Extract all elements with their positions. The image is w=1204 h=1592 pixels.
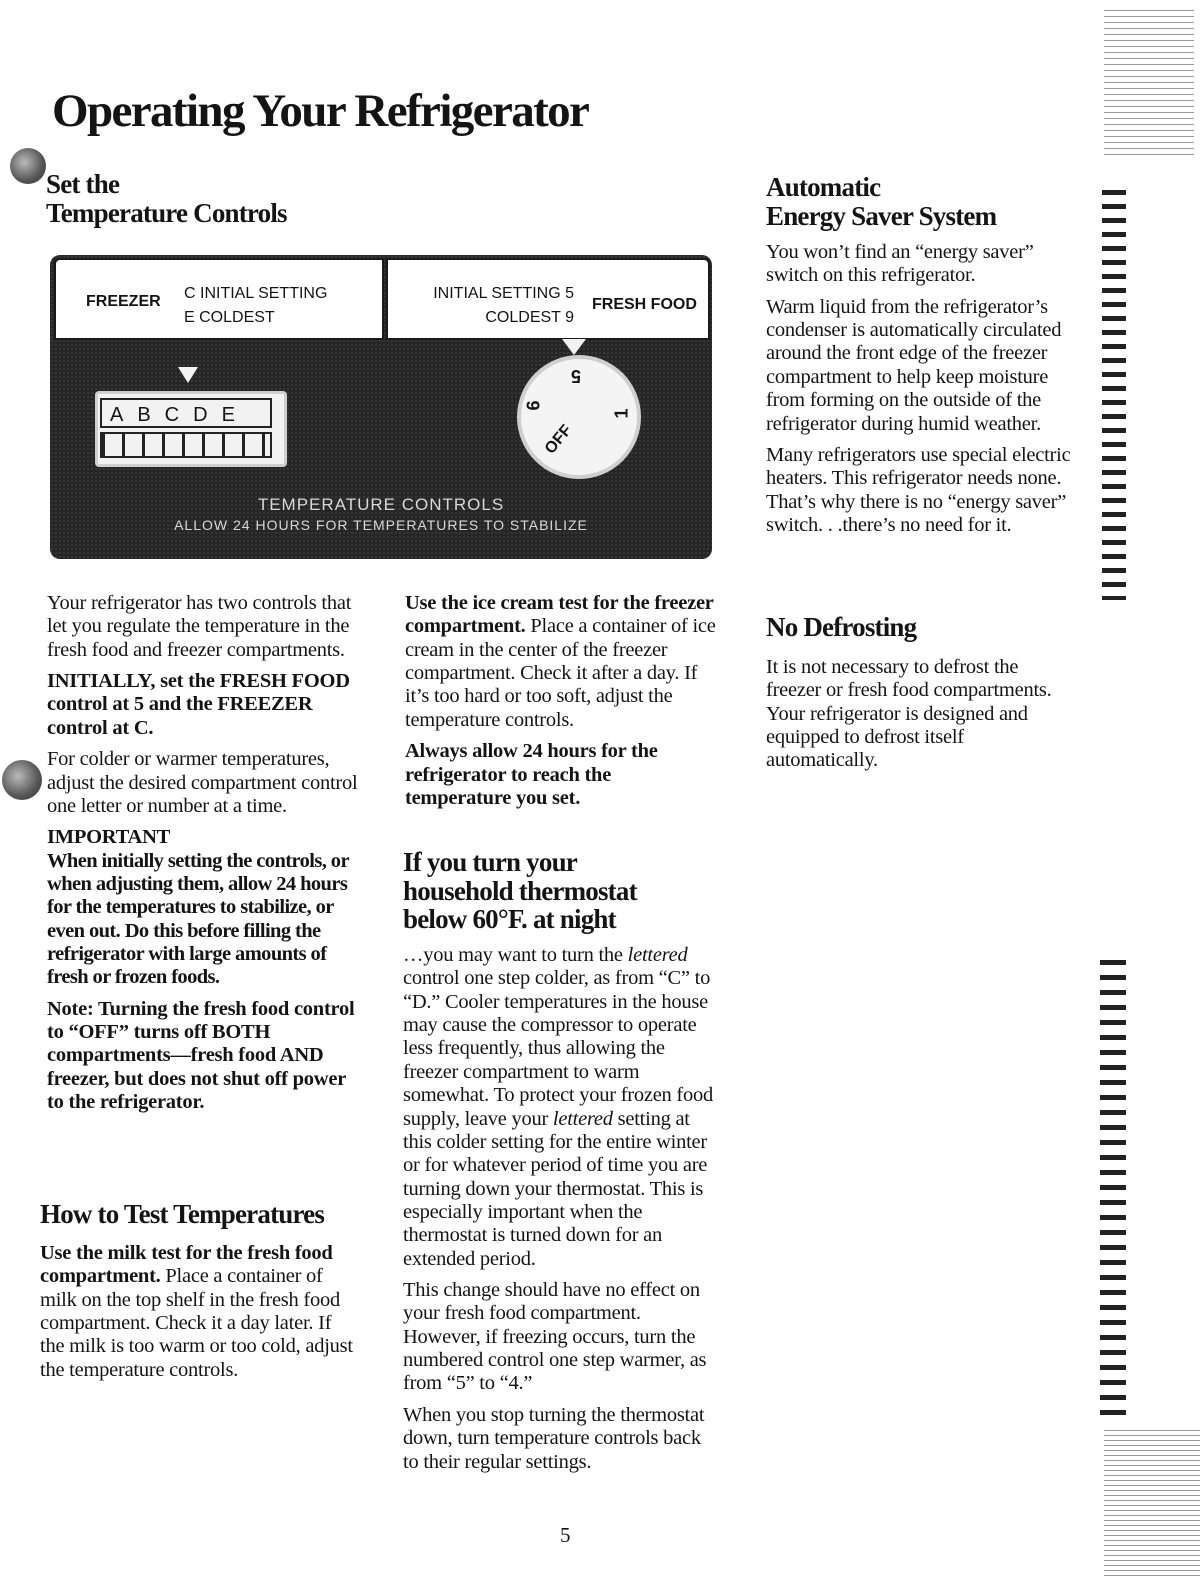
dial-number-1: 1	[611, 408, 632, 419]
thermostat-p3: When you stop turning the thermostat down, turn temperature controls back to their regular settings.	[403, 1403, 705, 1473]
thermostat-heading-line2: household thermostat	[403, 875, 637, 906]
thermostat-heading-line1: If you turn your	[403, 847, 577, 877]
page-number: 5	[560, 1523, 571, 1547]
important-heading: IMPORTANT	[47, 826, 171, 849]
thermostat-heading	[403, 848, 637, 934]
thermostat-text	[403, 944, 718, 1482]
margin-scan-artifact	[1100, 960, 1126, 1420]
dial-off-mark: OFF	[541, 421, 576, 458]
dial-number-5: 5	[571, 366, 582, 386]
temperature-control-panel	[50, 255, 712, 559]
thermostat-p1-c: setting at this colder setting for the entire winter or for whatever period of time you are turning down your thermostat. This is especially important when the thermostat is turned down for an extended period.	[403, 1107, 708, 1270]
fresh-coldest-setting: COLDEST 9	[485, 309, 574, 326]
column-2	[405, 592, 720, 818]
initially-text: INITIALLY, set the FRESH FOOD control at 5 and the FREEZER control at C.	[47, 670, 350, 739]
icecream-test-text: Place a container of ice cream in the center of the freezer compartment. Check it after a day. If it’s too hard or too soft, adjust the temperature controls.	[405, 615, 716, 731]
thermostat-p1-lettered: lettered	[627, 944, 688, 966]
set-controls-heading	[46, 170, 287, 227]
fresh-food-label-box	[386, 258, 710, 340]
adjust-text: For colder or warmer temperatures, adjust the desired compartment control one letter or number at a time.	[47, 748, 358, 817]
milk-test	[40, 1242, 360, 1390]
test-temperatures-heading: How to Test Temperatures	[40, 1199, 325, 1229]
thermostat-heading-line3: below 60°F. at night	[403, 904, 616, 935]
intro-text: Your refrigerator has two controls that let you regulate the temperature in the fresh food and freezer compartments.	[47, 592, 352, 661]
energy-saver-p3: Many refrigerators use special electric heaters. This refrigerator needs none. That’s why there is no “energy saver” switch. . .there’s no need for it.	[766, 443, 1071, 536]
freezer-coldest-setting: E COLDEST	[184, 309, 275, 326]
energy-saver-text	[766, 241, 1076, 545]
energy-saver-heading	[766, 173, 996, 230]
freezer-letter-scale	[95, 391, 287, 467]
column-1	[47, 592, 367, 1123]
thermostat-p1-lettered-2: lettered	[552, 1107, 613, 1130]
margin-scan-artifact	[1104, 10, 1194, 160]
margin-scan-artifact	[1102, 190, 1126, 600]
milk-test-bold: Use the milk test for the fresh food compartment.	[40, 1242, 333, 1288]
no-defrosting-p: It is not necessary to defrost the freezer or fresh food compartments. Your refrigerator is designed and equipped to defrost itself automatically.	[766, 656, 1052, 772]
set-controls-heading-line2: Temperature Controls	[46, 197, 287, 228]
set-controls-heading-line1: Set the	[46, 169, 120, 199]
bullet-dot-icon	[10, 148, 46, 184]
fresh-food-dial	[517, 355, 641, 479]
freezer-initial-setting: C INITIAL SETTING	[184, 285, 328, 302]
icecream-test-bold: Use the ice cream test for the freezer compartment.	[405, 592, 714, 638]
energy-saver-heading-line2: Energy Saver System	[766, 200, 997, 231]
freezer-label: FREEZER	[86, 293, 161, 310]
thermostat-p1-b: control one step colder, as from “C” to “D.” Cooler temperatures in the house may cause the compressor to operate less frequently, thus allowing the freezer compartment to warm somewhat. To protect your frozen food supply, leave your	[403, 967, 714, 1130]
energy-saver-p1: You won’t find an “energy saver” switch on this refrigerator.	[766, 241, 1034, 287]
panel-footer-title: TEMPERATURE CONTROLS	[257, 495, 505, 514]
fresh-food-label: FRESH FOOD	[592, 296, 697, 313]
thermostat-p2: This change should have no effect on your fresh food compartment. However, if freezing occurs, turn the numbered control one step warmer, as from “5” to “4.”	[403, 1279, 707, 1395]
freezer-scale-letters: ABCDE	[100, 398, 272, 428]
freezer-pointer-icon	[178, 367, 198, 385]
always-allow-text: Always allow 24 hours for the refrigerator to reach the temperature you set.	[405, 740, 658, 809]
freezer-label-box	[54, 258, 384, 340]
thermostat-p1-a: …you may want to turn the	[403, 944, 623, 966]
milk-test-text: Place a container of milk on the top shelf in the fresh food compartment. Check it a day later. If the milk is too warm or too cold, adjust the temperature controls.	[40, 1265, 353, 1381]
page-title: Operating Your Refrigerator	[52, 85, 589, 137]
margin-scan-artifact	[1104, 1430, 1200, 1580]
fresh-initial-setting: INITIAL SETTING 5	[433, 285, 574, 302]
no-defrosting-heading: No Defrosting	[766, 612, 917, 642]
no-defrosting-text	[766, 656, 1076, 781]
energy-saver-p2: Warm liquid from the refrigerator’s condenser is automatically circulated around the front edge of the freezer compartment to help keep moisture from forming on the outside of the refrigerator during humid weather.	[766, 295, 1062, 435]
energy-saver-heading-line1: Automatic	[766, 172, 881, 202]
freezer-scale-ticks	[100, 432, 272, 458]
important-body: When initially setting the controls, or when adjusting them, allow 24 hours for the temperatures to stabilize, or even out. Do this before filling the refrigerator with large amounts of fresh or frozen foods.	[47, 849, 349, 989]
note-text: Note: Turning the fresh food control to “OFF” turns off BOTH compartments—fresh food AND freezer, but does not shut off power to the refrigerator.	[47, 997, 355, 1114]
panel-footer-note: ALLOW 24 HOURS FOR TEMPERATURES TO STABILIZE	[174, 517, 588, 533]
dial-number-9: 9	[522, 400, 543, 411]
bullet-dot-icon	[2, 760, 42, 800]
